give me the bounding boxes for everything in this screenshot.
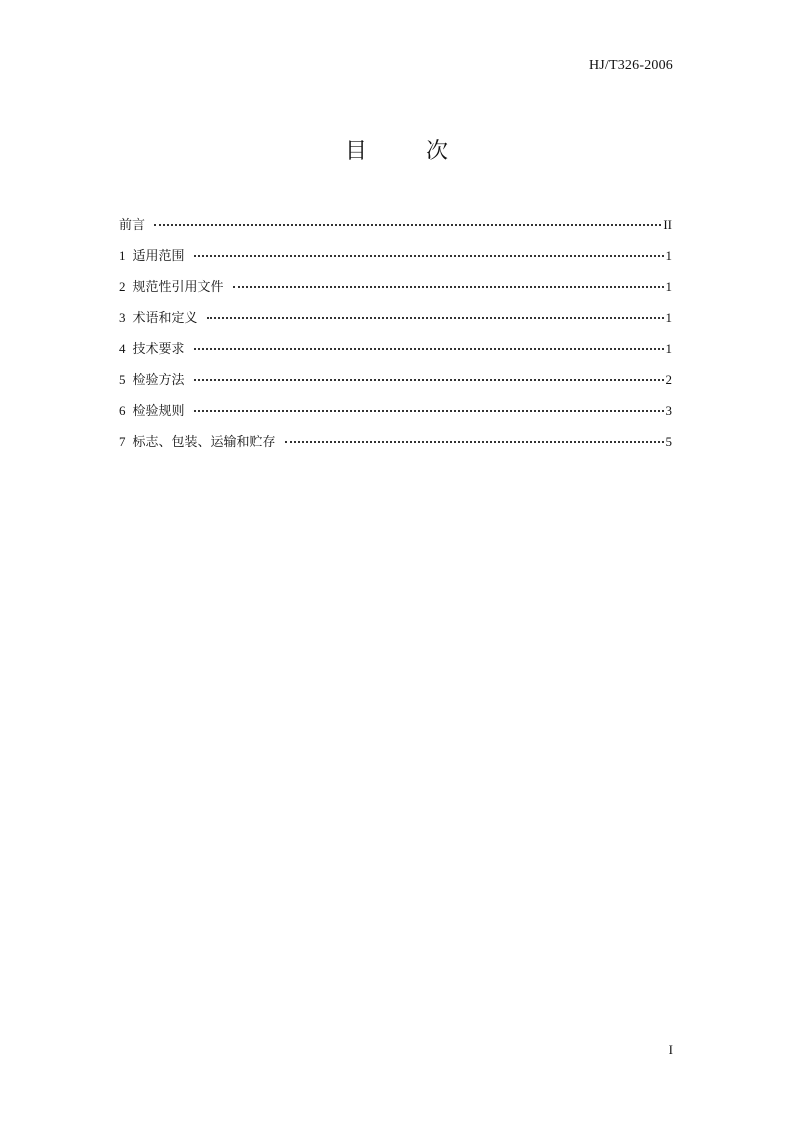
dot-leader bbox=[154, 224, 661, 226]
toc-entry-label: 规范性引用文件 bbox=[132, 280, 224, 295]
toc-entry-page: 1 bbox=[665, 248, 672, 263]
document-code: HJ/T326-2006 bbox=[588, 58, 673, 73]
toc-entry-number: 7 bbox=[119, 434, 126, 449]
page-number: I bbox=[668, 1042, 673, 1057]
toc-entry-label: 术语和定义 bbox=[132, 311, 198, 326]
dot-leader bbox=[207, 317, 664, 319]
toc-entry-label: 适用范围 bbox=[132, 249, 185, 264]
dot-leader bbox=[194, 379, 664, 381]
toc-entry-number: 3 bbox=[119, 310, 126, 325]
toc-entry-page: 2 bbox=[665, 372, 672, 387]
toc-entry-label: 检验方法 bbox=[132, 373, 185, 388]
toc-entry-page: 1 bbox=[665, 279, 672, 294]
dot-leader bbox=[194, 348, 664, 350]
dot-leader bbox=[285, 441, 664, 443]
toc-entry-test-methods[interactable] bbox=[119, 371, 672, 402]
toc-entry-technical-requirements[interactable] bbox=[119, 340, 672, 371]
toc-entry-number: 2 bbox=[119, 279, 126, 294]
toc-entry-label: 技术要求 bbox=[132, 342, 185, 357]
dot-leader bbox=[194, 255, 664, 257]
toc-entry-page: 3 bbox=[665, 403, 672, 418]
toc-entry-page: 5 bbox=[665, 434, 672, 449]
toc-entry-label: 检验规则 bbox=[132, 404, 185, 419]
toc-entry-label: 标志、包装、运输和贮存 bbox=[132, 435, 276, 450]
toc-entry-page: 1 bbox=[665, 341, 672, 356]
dot-leader bbox=[194, 410, 664, 412]
toc-entry-number: 6 bbox=[119, 403, 126, 418]
toc-title: 目 次 bbox=[345, 139, 474, 164]
toc-entry-number: 4 bbox=[119, 341, 126, 356]
toc-entry-number: 1 bbox=[119, 248, 126, 263]
dot-leader bbox=[233, 286, 664, 288]
table-of-contents bbox=[119, 216, 672, 464]
toc-entry-number: 5 bbox=[119, 372, 126, 387]
toc-entry-page: 1 bbox=[665, 310, 672, 325]
toc-entry-label: 前言 bbox=[119, 218, 146, 233]
toc-entry-marking-packaging[interactable] bbox=[119, 433, 672, 464]
toc-entry-terms-definitions[interactable] bbox=[119, 309, 672, 340]
toc-entry-inspection-rules[interactable] bbox=[119, 402, 672, 433]
toc-entry-page: II bbox=[663, 217, 672, 232]
toc-entry-normative-references[interactable] bbox=[119, 278, 672, 309]
toc-entry-foreword[interactable] bbox=[119, 216, 672, 247]
toc-entry-scope[interactable] bbox=[119, 247, 672, 278]
